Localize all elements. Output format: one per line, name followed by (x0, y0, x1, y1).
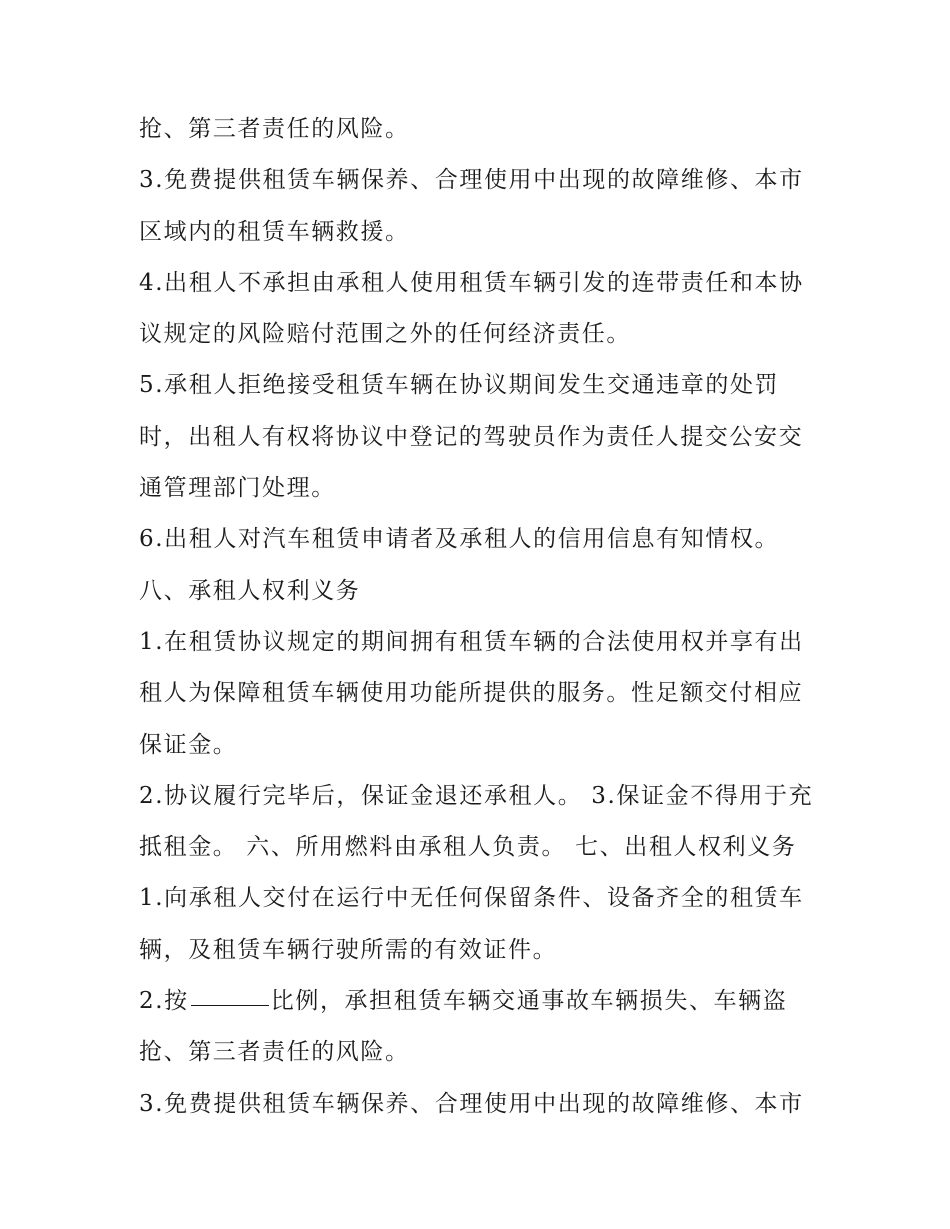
text-line: 抢、第三者责任的风险。 (139, 1039, 410, 1066)
document-body (139, 104, 819, 1130)
text-line: 1.向承租人交付在运行中无任何保留条件、设备齐全的租赁车 (139, 885, 804, 912)
text-line: 1.在租赁协议规定的期间拥有租赁车辆的合法使用权并享有出 (139, 628, 804, 655)
text-line-with-blank (139, 976, 819, 1027)
text-line: 4.出租人不承担由承租人使用租赁车辆引发的连带责任和本协 (139, 269, 804, 296)
text-line: 5.承租人拒绝接受租赁车辆在协议期间发生交通违章的处罚 (139, 372, 780, 399)
text-line: 区域内的租赁车辆救援。 (139, 218, 410, 245)
text-line: 3.免费提供租赁车辆保养、合理使用中出现的故障维修、本市 (139, 1090, 804, 1117)
text-line: 租人为保障租赁车辆使用功能所提供的服务。性足额交付相应 (139, 680, 804, 707)
text-line: 2.协议履行完毕后，保证金退还承租人。 3.保证金不得用于充 (139, 782, 814, 809)
text-line: 保证金。 (139, 731, 238, 758)
text-line: 议规定的风险赔付范围之外的任何经济责任。 (139, 321, 631, 348)
text-line: 辆，及租赁车辆行驶所需的有效证件。 (139, 936, 558, 963)
text-line: 通管理部门处理。 (139, 475, 336, 502)
blank-line-prefix: 2.按 (139, 988, 189, 1015)
text-line: 3.免费提供租赁车辆保养、合理使用中出现的故障维修、本市 (139, 167, 804, 194)
blank-line-suffix: 比例，承担租赁车辆交通事故车辆损失、车辆盗 (270, 988, 788, 1015)
fill-in-blank (191, 1004, 269, 1006)
text-line: 6.出租人对汽车租赁申请者及承租人的信用信息有知情权。 (139, 526, 780, 553)
section-heading: 八、承租人权利义务 (139, 577, 361, 604)
text-line: 抵租金。 六、所用燃料由承租人负责。 七、出租人权利义务 (139, 834, 797, 861)
text-line: 时，出租人有权将协议中登记的驾驶员作为责任人提交公安交 (139, 423, 804, 450)
text-line: 抢、第三者责任的风险。 (139, 116, 410, 142)
